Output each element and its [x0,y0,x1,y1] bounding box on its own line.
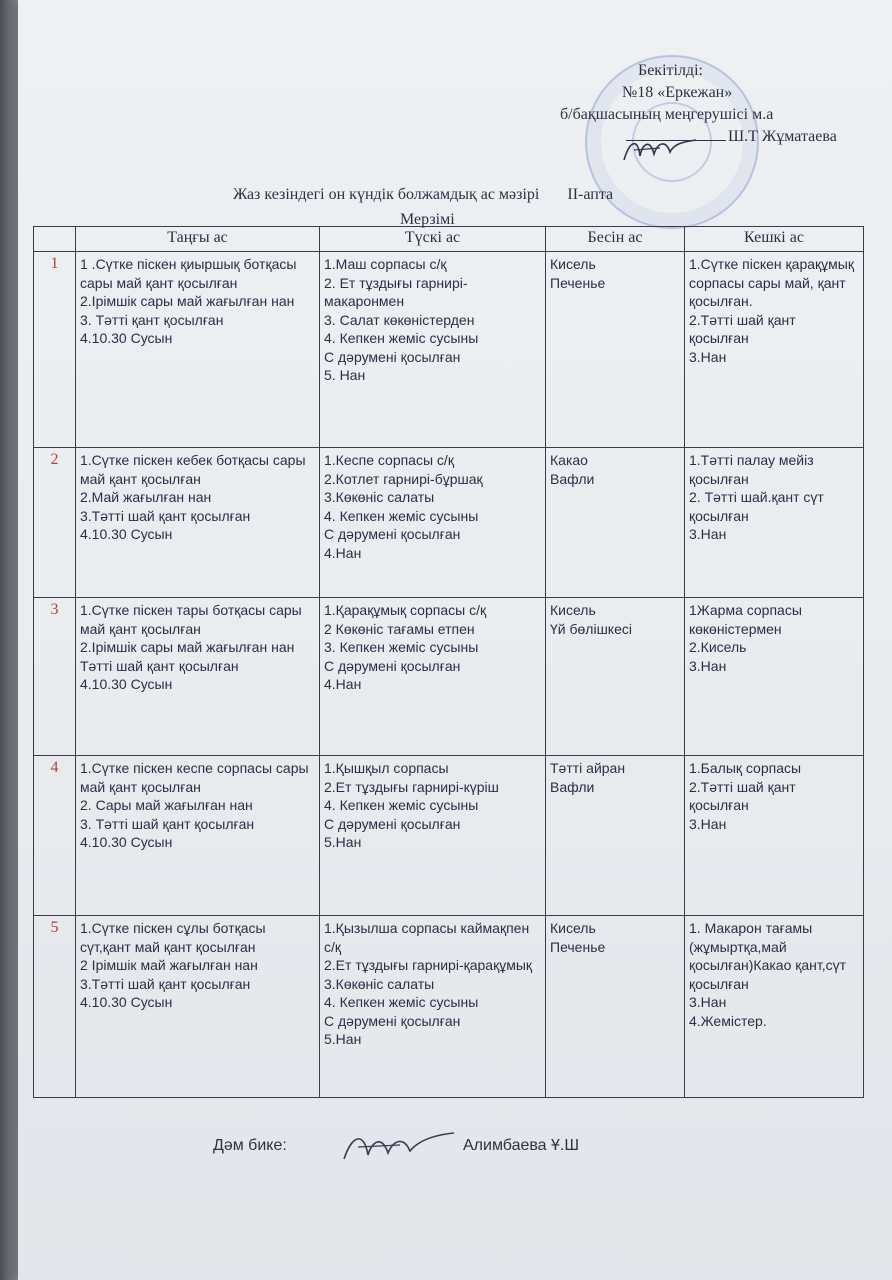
row-number: 1 [34,252,76,448]
menu-item: 1.Балық сорпасы [689,760,802,776]
dinner-cell [685,252,864,448]
table-row [34,756,864,916]
menu-item: 1.Қышқыл сорпасы [324,760,449,776]
menu-item: 4.Нан [324,544,362,561]
menu-item: 2.Ет тұздығы гарнирі-қарақұмық [324,957,533,973]
header-lunch: Түскі ас [320,227,546,252]
document-title [233,186,613,204]
table-row [34,448,864,598]
menu-item: 4.10.30 Сусын [80,526,173,542]
table-row [34,598,864,756]
menu-item: 1. Макарон тағамы (жұмыртқа,май қосылған)Какао қант,сүт қосылған [689,920,847,992]
header-number [34,227,76,252]
menu-item: 1.Сүтке піскен кеспе сорпасы сары май қант қосылған [80,760,309,795]
menu-item: 2. Ет тұздығы гарнирі-макаронмен [324,274,468,309]
approval-line-3: б/бақшасының меңгерушісі м.а [560,106,774,123]
approver-name: Ш.Т Жұматаева [728,128,837,145]
dinner-cell [685,598,864,756]
table-header-row [34,227,864,252]
menu-item: 4.Нан [324,676,362,692]
menu-item: 2.Кисель [689,639,747,655]
background-edge [0,0,18,1280]
menu-item: 3.Тәтті шай қант қосылған [80,507,251,524]
table-row [34,252,864,448]
menu-item: Вафли [550,470,595,487]
menu-item: 2.Ірімшік сары май жағылған нан [80,639,295,655]
menu-item: 3. Тәтті шай қант қосылған [80,815,255,832]
breakfast-cell [76,916,320,1098]
menu-item: 2.Ірімшік сары май жағылған нан [80,293,295,309]
header-snack: Бесін ас [546,227,685,252]
snack-cell [546,598,685,756]
menu-item: 3.Нан [689,526,727,542]
menu-item: 3.Нан [689,348,727,365]
menu-item: 4.10.30 Сусын [80,330,173,346]
breakfast-cell [76,448,320,598]
menu-item: С дәрумені қосылған [324,1012,461,1029]
menu-item: 5.Нан [324,1031,362,1047]
menu-item: 2.Котлет гарнирі-бұршақ [324,470,483,487]
menu-item: 2. Тәтті шай.қант сүт қосылған [689,489,824,524]
menu-item: Кисель [550,602,596,618]
approver-signature [620,130,700,170]
cook-label: Дәм бике: [213,1137,287,1154]
menu-item: 1.Сүтке піскен кебек ботқасы сары май қант қосылған [80,452,306,487]
menu-item: 3.Нан [689,994,727,1010]
breakfast-cell [76,598,320,756]
menu-item: 4. Кепкен жеміс сусыны [324,994,479,1010]
menu-item: 3.Нан [689,657,727,674]
menu-item: 2.Ет тұздығы гарнирі-күріш [324,778,499,795]
menu-item: 3. Салат көкөністерден [324,311,475,328]
menu-item: 3.Тәтті шай қант қосылған [80,975,251,992]
menu-item: 1 .Сүтке піскен қиыршық ботқасы сары май қант қосылған [80,256,297,291]
menu-item: 1.Қарақұмық сорпасы с/қ [324,602,487,618]
header-dinner: Кешкі ас [685,227,864,252]
menu-item: 4.10.30 Сусын [80,994,173,1010]
menu-item: 5.Нан [324,834,362,850]
date-label: Мерзімі [400,211,455,228]
week-label: ІІ-апта [567,186,614,203]
menu-item: 1.Кеспе сорпасы с/қ [324,452,454,468]
row-number: 2 [34,448,76,598]
cook-name: Алимбаева Ұ.Ш [463,1137,580,1154]
snack-cell [546,448,685,598]
menu-table [33,226,864,1098]
snack-cell [546,252,685,448]
menu-item: 1.Маш сорпасы с/қ [324,256,447,272]
menu-item: С дәрумені қосылған [324,526,461,542]
menu-item: Тәтті шай қант қосылған [80,657,239,674]
menu-item: 1.Сүтке піскен сұлы ботқасы сүт,қант май қант қосылған [80,920,266,955]
row-number: 4 [34,756,76,916]
menu-item: 3.Көкөніс салаты [324,975,435,992]
menu-item: С дәрумені қосылған [324,348,461,365]
lunch-cell [320,756,546,916]
lunch-cell [320,448,546,598]
menu-item: Кисель [550,256,596,272]
menu-item: Үй бөлішкесі [550,620,632,637]
menu-item: 2 Ірімшік май жағылған нан [80,957,258,973]
breakfast-cell [76,252,320,448]
approval-line-2: №18 «Еркежан» [622,84,733,101]
lunch-cell [320,916,546,1098]
dinner-cell [685,448,864,598]
row-number: 5 [34,916,76,1098]
menu-item: 1.Сүтке піскен қарақұмық сорпасы сары май, қант қосылған. [689,256,854,309]
menu-item: Печенье [550,274,606,291]
lunch-cell [320,598,546,756]
menu-item: 1.Тәтті палау мейіз қосылған [689,452,814,487]
header-breakfast: Таңғы ас [76,227,320,252]
title-text: Жаз кезіндегі он күндік болжамдық ас мәзірі [233,186,540,203]
menu-item: 4. Кепкен жеміс сусыны [324,797,479,813]
cook-signature [338,1125,458,1169]
menu-item: 4.10.30 Сусын [80,676,173,692]
approval-block [560,60,860,148]
snack-cell [546,756,685,916]
menu-item: Какао [550,452,588,468]
table-row [34,916,864,1098]
dinner-cell [685,916,864,1098]
menu-item: 3.Көкөніс салаты [324,489,435,505]
menu-item: С дәрумені қосылған [324,657,461,674]
menu-item: 3. Тәтті қант қосылған [80,311,224,328]
menu-item: Тәтті айран [550,760,626,776]
approval-line-1: Бекітілді: [638,62,703,79]
menu-item: Печенье [550,938,606,955]
menu-item: 1Жарма сорпасы көкөністермен [689,602,802,637]
menu-item: 2.Тәтті шай қант қосылған [689,778,796,813]
lunch-cell [320,252,546,448]
menu-item: Кисель [550,920,596,936]
menu-item: 4. Кепкен жеміс сусыны [324,330,479,346]
menu-item: 5. Нан [324,367,366,383]
breakfast-cell [76,756,320,916]
menu-item: 4.Жемістер. [689,1012,767,1029]
menu-item: 2.Тәтті шай қант қосылған [689,311,796,346]
menu-item: 2 Көкөніс тағамы етпен [324,620,475,637]
menu-item: 3. Кепкен жеміс сусыны [324,639,479,655]
menu-item: 2.Май жағылған нан [80,489,212,505]
menu-item: 1.Қызылша сорпасы каймақпен с/қ [324,920,530,955]
snack-cell [546,916,685,1098]
menu-item: 4.10.30 Сусын [80,834,173,850]
menu-item: 1.Сүтке піскен тары ботқасы сары май қант қосылған [80,602,302,637]
row-number: 3 [34,598,76,756]
menu-item: 4. Кепкен жеміс сусыны [324,507,479,524]
menu-item: Вафли [550,778,595,795]
menu-item: 2. Сары май жағылған нан [80,797,253,813]
dinner-cell [685,756,864,916]
menu-item: С дәрумені қосылған [324,815,461,832]
menu-item: 3.Нан [689,815,727,832]
